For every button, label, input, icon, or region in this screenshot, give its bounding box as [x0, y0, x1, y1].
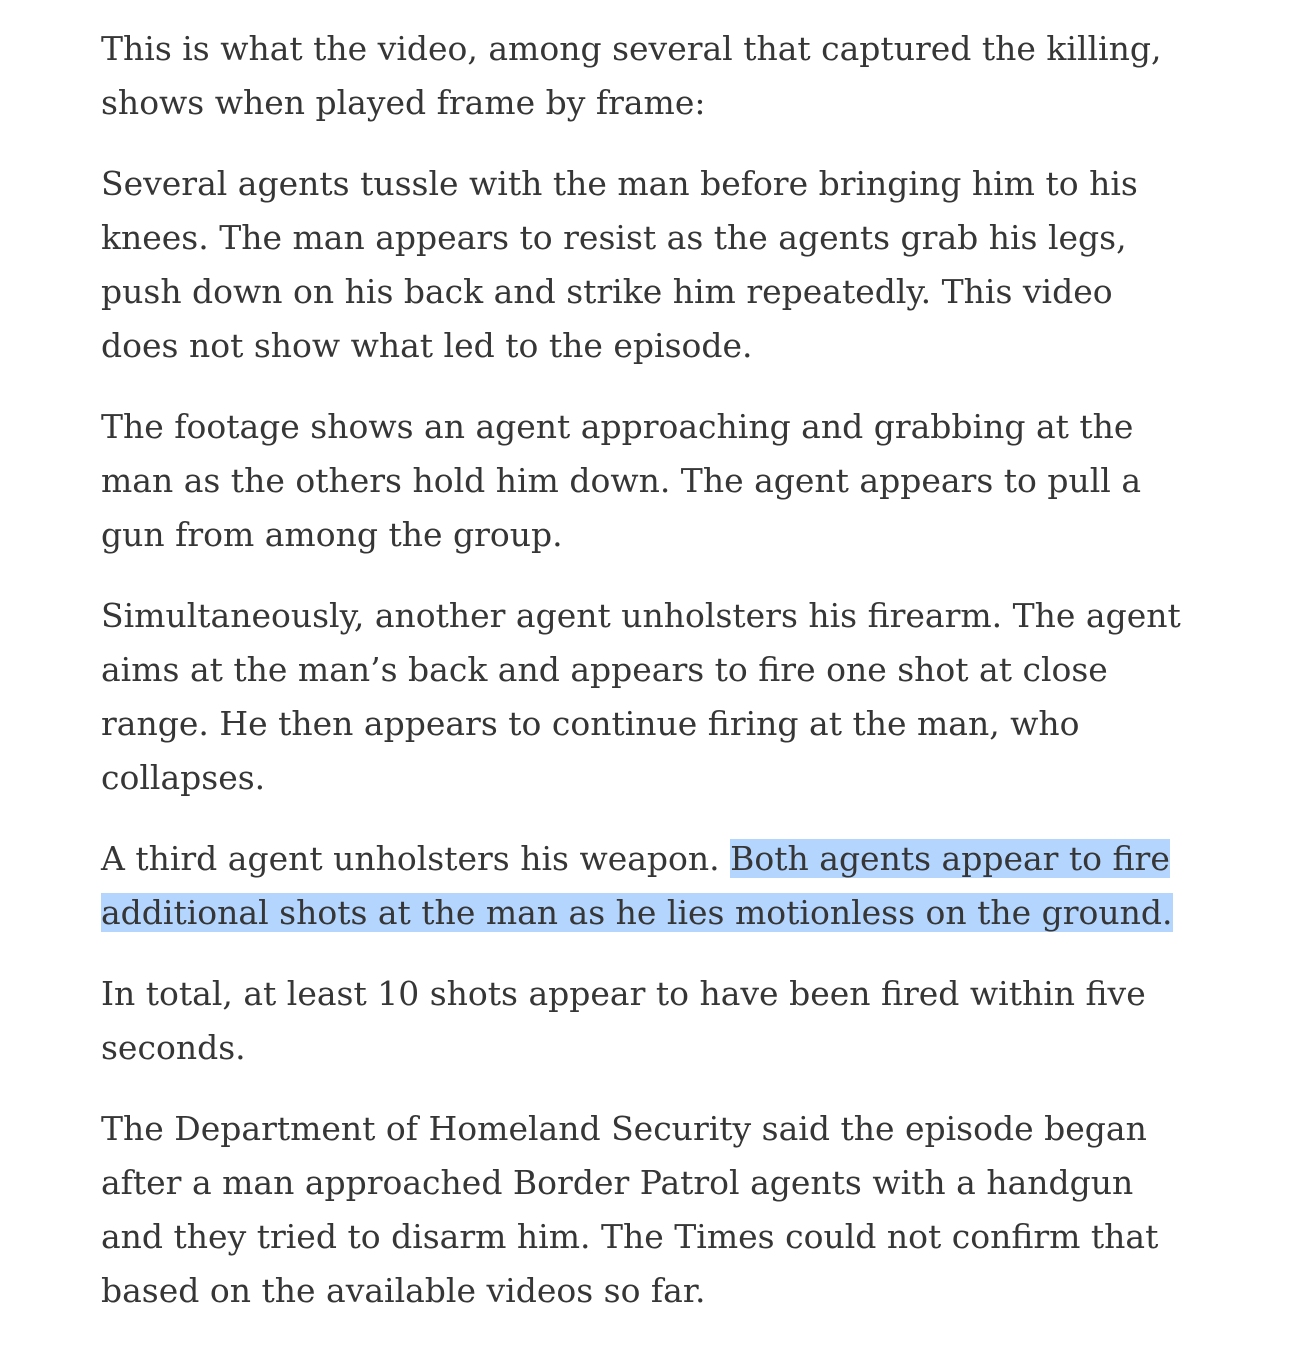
paragraph-6: In total, at least 10 shots appear to have been fired within five seconds. [101, 974, 1146, 1067]
paragraph-1: This is what the video, among several that captured the killing, shows when played frame by frame: [101, 29, 1162, 122]
paragraph-4: Simultaneously, another agent unholsters his firearm. The agent aims at the man’s back and appears to fire one shot at close range. He then appears to continue firing at the man, who collapses. [101, 596, 1181, 797]
selected-text-highlight[interactable]: Both agents appear to fire additional shots at the man as he lies motionless on the ground. [101, 839, 1173, 932]
article-body [101, 22, 1181, 1345]
paragraph-5-text: A third agent unholsters his weapon. [101, 839, 731, 878]
paragraph-7: The Department of Homeland Security said the episode began after a man approached Border Patrol agents with a handgun and they tried to disarm him. The Times could not confirm that based on the available videos so far. [101, 1109, 1159, 1310]
paragraph-3: The footage shows an agent approaching and grabbing at the man as the others hold him down. The agent appears to pull a gun from among the group. [101, 407, 1142, 554]
paragraph-5 [101, 832, 1181, 940]
paragraph-2: Several agents tussle with the man before bringing him to his knees. The man appears to resist as the agents grab his legs, push down on his back and strike him repeatedly. This video does not show what led to the episode. [101, 164, 1138, 365]
